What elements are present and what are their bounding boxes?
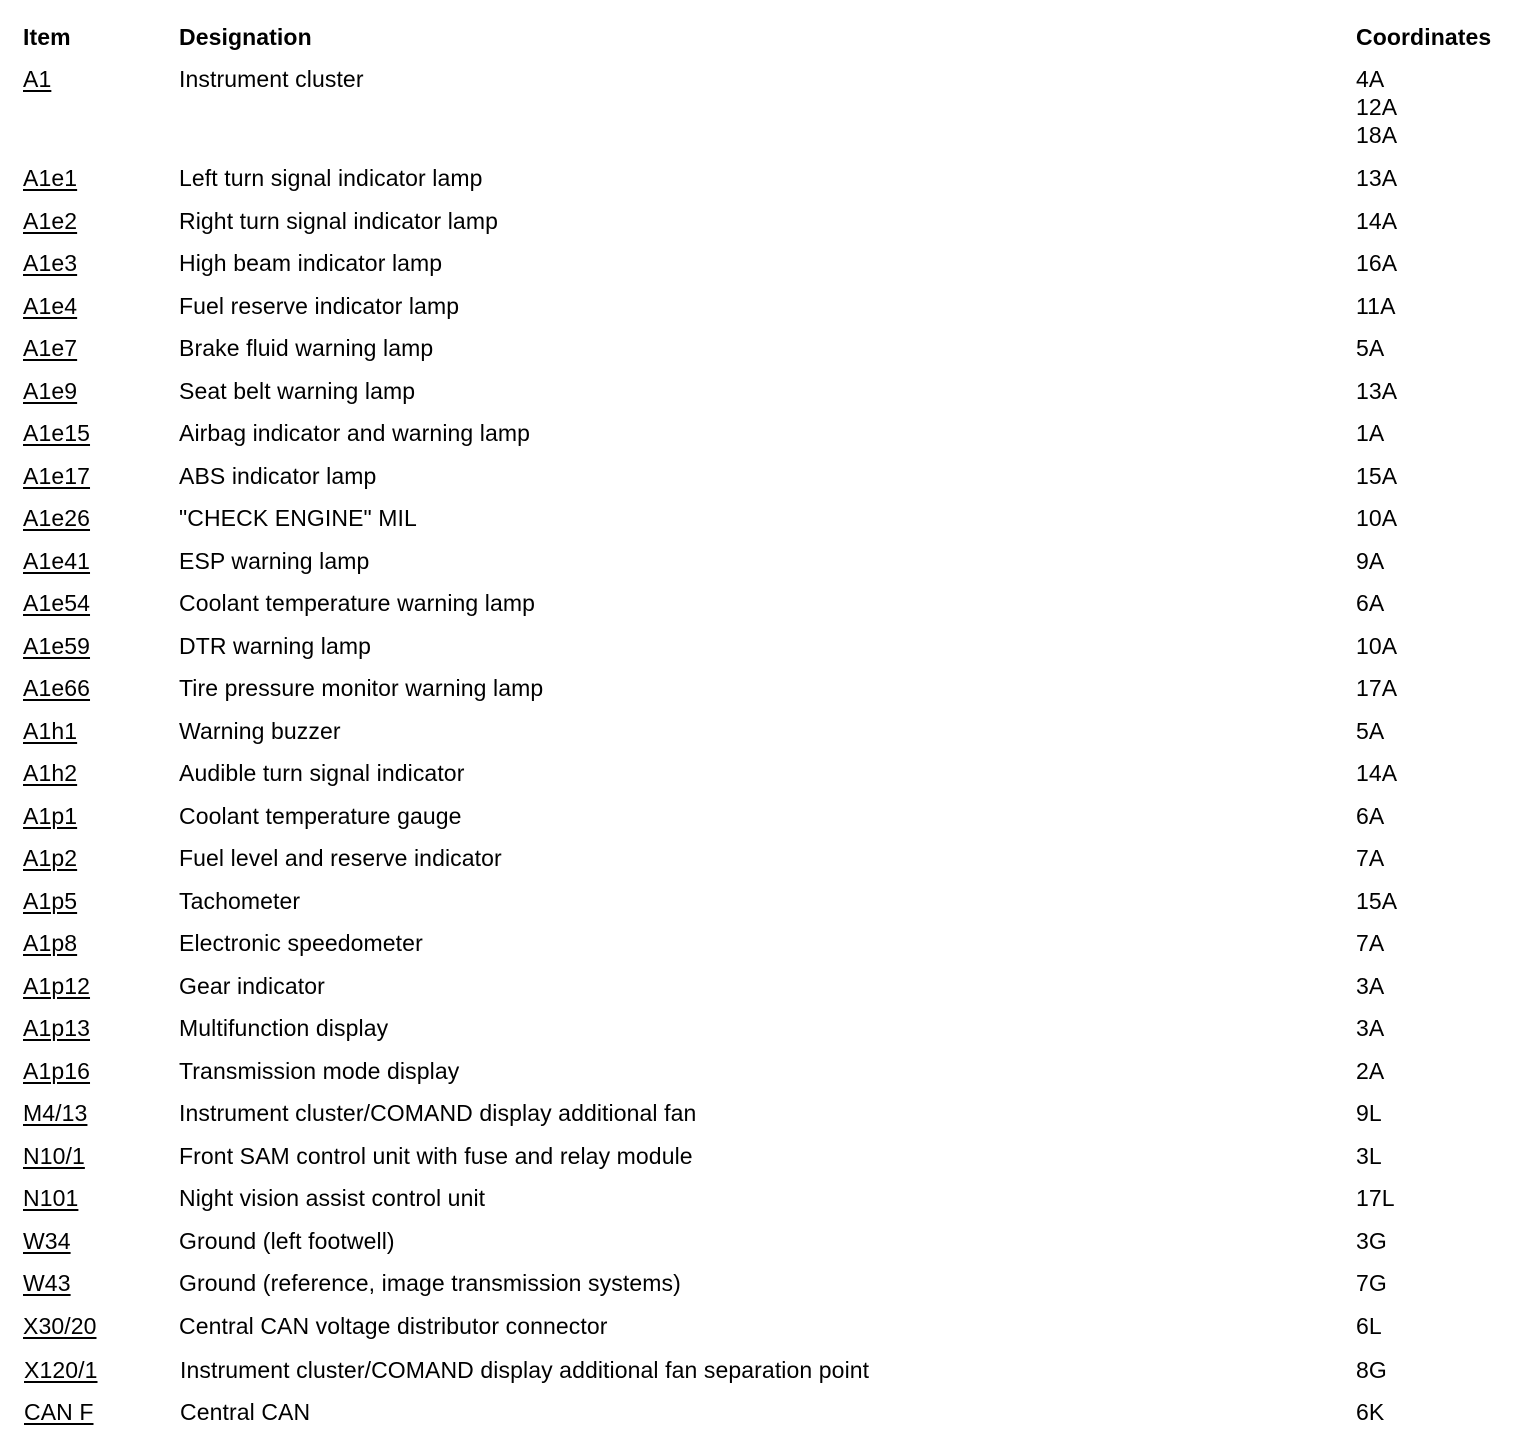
coordinate-value: 3A: [1356, 1015, 1385, 1041]
designation-text: Central CAN voltage distributor connector: [179, 1313, 608, 1339]
coordinates-cell: [1356, 759, 1397, 787]
table-row: [0, 632, 1536, 672]
coordinates-column-header: Coordinates: [1356, 24, 1492, 50]
coordinates-cell: [1356, 65, 1397, 149]
table-row: [0, 1227, 1536, 1267]
designation-text: Instrument cluster: [179, 66, 364, 92]
item-link[interactable]: A1e4: [23, 293, 78, 319]
coordinates-cell: [1356, 462, 1397, 490]
designation-text: Tire pressure monitor warning lamp: [179, 675, 544, 701]
table-row: [0, 377, 1536, 417]
designation-text: ABS indicator lamp: [179, 463, 377, 489]
coordinate-value: 4A: [1356, 66, 1385, 92]
coordinates-cell: [1356, 164, 1397, 192]
coordinates-cell: [1356, 674, 1397, 702]
table-row: [0, 1057, 1536, 1097]
item-link[interactable]: A1e66: [23, 675, 91, 701]
table-row: [0, 292, 1536, 332]
item-link[interactable]: A1e15: [23, 420, 91, 446]
coordinates-cell: [1356, 717, 1384, 745]
table-row: [0, 207, 1536, 247]
item-link[interactable]: A1p8: [23, 930, 78, 956]
coordinate-value: 3A: [1356, 973, 1385, 999]
coordinate-value: 8G: [1356, 1357, 1387, 1383]
coordinate-value: 15A: [1356, 888, 1398, 914]
table-row: [0, 504, 1536, 544]
coordinate-value: 3L: [1356, 1143, 1382, 1169]
coordinates-cell: [1356, 887, 1397, 915]
item-link[interactable]: W34: [23, 1228, 71, 1254]
table-row: [0, 1099, 1536, 1139]
table-row: [0, 1398, 1536, 1438]
designation-text: Instrument cluster/COMAND display additional fan separation point: [180, 1357, 870, 1383]
coordinate-value: 3G: [1356, 1228, 1387, 1254]
coordinate-value: 6K: [1356, 1399, 1385, 1425]
coordinates-cell: [1356, 547, 1384, 575]
table-row: [0, 717, 1536, 757]
coordinates-cell: [1356, 292, 1396, 320]
table-row: [0, 1014, 1536, 1054]
item-link[interactable]: A1e41: [23, 548, 91, 574]
designation-text: Audible turn signal indicator: [179, 760, 465, 786]
item-link[interactable]: A1h2: [23, 760, 78, 786]
designation-text: Warning buzzer: [179, 718, 341, 744]
table-row: [0, 759, 1536, 799]
coordinates-cell: [1356, 972, 1384, 1000]
item-link[interactable]: A1e54: [23, 590, 91, 616]
table-row: [0, 164, 1536, 204]
coordinate-value: 5A: [1356, 335, 1385, 361]
table-row: [0, 674, 1536, 714]
coordinates-cell: [1356, 1057, 1384, 1085]
item-link[interactable]: A1p13: [23, 1015, 91, 1041]
coordinates-cell: [1356, 207, 1397, 235]
coordinates-cell: [1356, 844, 1384, 872]
designation-text: ESP warning lamp: [179, 548, 370, 574]
designation-text: Multifunction display: [179, 1015, 389, 1041]
table-row: [0, 65, 1536, 148]
coordinates-cell: [1356, 419, 1384, 447]
coordinates-cell: [1356, 1014, 1384, 1042]
coordinates-cell: [1356, 377, 1397, 405]
designation-text: Ground (left footwell): [179, 1228, 395, 1254]
coordinate-value: 6L: [1356, 1313, 1382, 1339]
coordinate-value: 17L: [1356, 1185, 1395, 1211]
designation-text: Airbag indicator and warning lamp: [179, 420, 531, 446]
table-row: [0, 929, 1536, 969]
item-column-header: Item: [23, 24, 71, 50]
designation-text: Tachometer: [179, 888, 301, 914]
coordinate-value: 13A: [1356, 378, 1398, 404]
table-row: [0, 462, 1536, 502]
table-row: [0, 972, 1536, 1012]
coordinate-value: 2A: [1356, 1058, 1385, 1084]
item-link[interactable]: A1p2: [23, 845, 78, 871]
coordinates-cell: [1356, 1398, 1384, 1426]
table-row: [0, 887, 1536, 927]
coordinate-value: 6A: [1356, 590, 1385, 616]
designation-text: DTR warning lamp: [179, 633, 372, 659]
designation-text: Gear indicator: [179, 973, 325, 999]
header-row: [0, 23, 1536, 63]
table-row: [0, 334, 1536, 374]
coordinate-value: 10A: [1356, 505, 1398, 531]
item-link[interactable]: W43: [23, 1270, 71, 1296]
table-row: [0, 547, 1536, 587]
designation-text: High beam indicator lamp: [179, 250, 443, 276]
designation-text: Transmission mode display: [179, 1058, 460, 1084]
designation-text: Brake fluid warning lamp: [179, 335, 434, 361]
coordinates-cell: [1356, 589, 1384, 617]
designation-text: "CHECK ENGINE" MIL: [179, 505, 417, 531]
coordinate-value: 9L: [1356, 1100, 1382, 1126]
coordinates-cell: [1356, 1312, 1382, 1340]
coordinates-cell: [1356, 334, 1384, 362]
coordinates-cell: [1356, 1184, 1395, 1212]
coordinate-value: 16A: [1356, 250, 1398, 276]
coordinates-cell: [1356, 249, 1397, 277]
item-link[interactable]: A1e7: [23, 335, 78, 361]
designation-text: Coolant temperature warning lamp: [179, 590, 536, 616]
coordinate-value: 9A: [1356, 548, 1385, 574]
designation-text: Electronic speedometer: [179, 930, 423, 956]
coordinate-value: 15A: [1356, 463, 1398, 489]
item-link[interactable]: M4/13: [23, 1100, 88, 1126]
designation-text: Seat belt warning lamp: [179, 378, 416, 404]
item-link[interactable]: X120/1: [24, 1357, 98, 1383]
designation-text: Fuel level and reserve indicator: [179, 845, 502, 871]
designation-text: Ground (reference, image transmission systems): [179, 1270, 681, 1296]
table-row: [0, 1312, 1536, 1352]
coordinate-value: 1A: [1356, 420, 1385, 446]
designation-text: Fuel reserve indicator lamp: [179, 293, 460, 319]
coordinates-cell: [1356, 802, 1384, 830]
item-link[interactable]: N101: [23, 1185, 79, 1211]
table-row: [0, 1356, 1536, 1396]
coordinate-value: 18A: [1356, 122, 1398, 148]
designation-text: Central CAN: [180, 1399, 311, 1425]
coordinate-value: 17A: [1356, 675, 1398, 701]
item-link[interactable]: A1e9: [23, 378, 78, 404]
item-link[interactable]: A1e17: [23, 463, 91, 489]
coordinates-cell: [1356, 1356, 1387, 1384]
designation-text: Left turn signal indicator lamp: [179, 165, 483, 191]
coordinate-value: 13A: [1356, 165, 1398, 191]
item-link[interactable]: A1e59: [23, 633, 91, 659]
table-row: [0, 1184, 1536, 1224]
table-row: [0, 1269, 1536, 1309]
table-row: [0, 589, 1536, 629]
designation-text: Instrument cluster/COMAND display additional fan: [179, 1100, 697, 1126]
item-link[interactable]: A1p1: [23, 803, 78, 829]
item-link[interactable]: A1h1: [23, 718, 78, 744]
coordinates-cell: [1356, 1269, 1387, 1297]
item-link[interactable]: A1: [23, 66, 52, 92]
item-link[interactable]: A1e3: [23, 250, 78, 276]
coordinates-cell: [1356, 1142, 1382, 1170]
coordinate-value: 10A: [1356, 633, 1398, 659]
coordinates-cell: [1356, 504, 1397, 532]
coordinate-value: 14A: [1356, 208, 1398, 234]
designation-text: Right turn signal indicator lamp: [179, 208, 498, 234]
coordinate-value: 5A: [1356, 718, 1385, 744]
item-link[interactable]: A1p12: [23, 973, 91, 999]
coordinate-value: 7A: [1356, 845, 1385, 871]
item-link[interactable]: CAN F: [24, 1399, 94, 1425]
coordinates-cell: [1356, 929, 1384, 957]
item-link[interactable]: A1e1: [23, 165, 78, 191]
designation-text: Night vision assist control unit: [179, 1185, 486, 1211]
designation-column-header: Designation: [179, 24, 312, 50]
coordinate-value: 12A: [1356, 94, 1398, 120]
item-link[interactable]: A1e2: [23, 208, 78, 234]
designation-text: Front SAM control unit with fuse and relay module: [179, 1143, 693, 1169]
coordinate-value: 14A: [1356, 760, 1398, 786]
coordinate-value: 11A: [1356, 293, 1396, 319]
item-link[interactable]: A1e26: [23, 505, 91, 531]
table-row: [0, 419, 1536, 459]
table-row: [0, 1142, 1536, 1182]
designation-text: Coolant temperature gauge: [179, 803, 462, 829]
item-link[interactable]: A1p16: [23, 1058, 91, 1084]
coordinates-cell: [1356, 1099, 1382, 1127]
table-row: [0, 844, 1536, 884]
coordinates-cell: [1356, 1227, 1387, 1255]
coordinates-cell: [1356, 632, 1397, 660]
table-row: [0, 249, 1536, 289]
item-link[interactable]: N10/1: [23, 1143, 85, 1169]
table-row: [0, 802, 1536, 842]
item-link[interactable]: X30/20: [23, 1313, 97, 1339]
coordinate-value: 7A: [1356, 930, 1385, 956]
coordinate-value: 7G: [1356, 1270, 1387, 1296]
coordinate-value: 6A: [1356, 803, 1385, 829]
item-link[interactable]: A1p5: [23, 888, 78, 914]
